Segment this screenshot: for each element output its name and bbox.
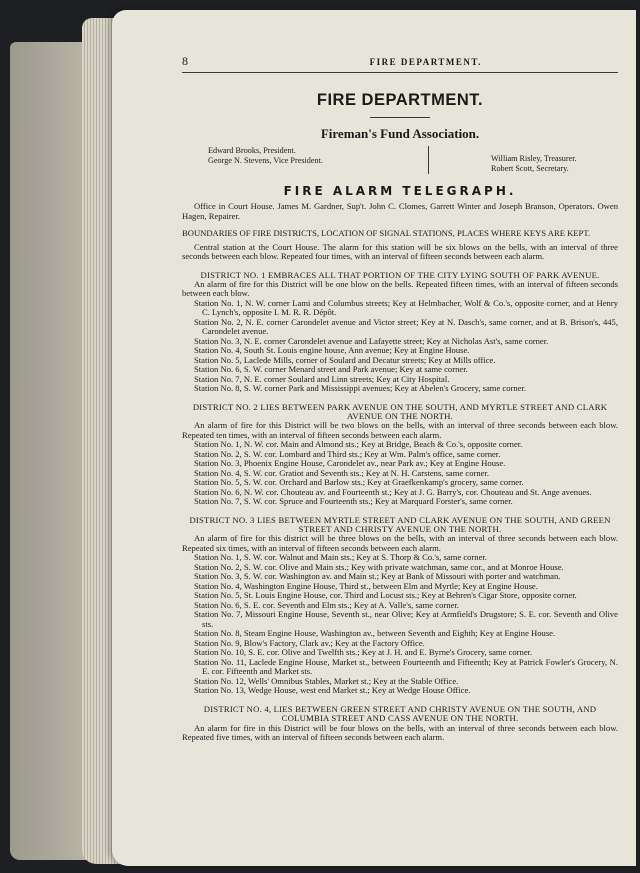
- station-entry: Station No. 12, Wells' Omnibus Stables, Market st.; Key at the Stable Office.: [194, 675, 459, 686]
- station-entry: Station No. 6, N. W. cor. Chouteau av. and Fourteenth st.; Key at J. G. Barry's, cor. Chouteau and St. Ange avenues.: [194, 486, 592, 497]
- district-heading: DISTRICT NO. 4, LIES BETWEEN GREEN STREET AND CHRISTY AVENUE ON THE SOUTH, AND COLUMBIA STREET AND CASS AVENUE ON THE NORTH.: [203, 703, 597, 724]
- district-section: [182, 271, 618, 394]
- station-entry: Station No. 3, N. E. corner Carondelet avenue and Lafayette street; Key at Nicholas Ast's, same corner.: [194, 335, 549, 346]
- station-entry: Station No. 2, S. W. cor. Olive and Main sts.; Key with private watchman, same cor., and at Monroe House.: [194, 561, 564, 572]
- title-divider: [370, 117, 430, 118]
- station-entry: Station No. 10, S. E. cor. Olive and Twelfth sts.; Key at J. H. and E. Byrne's Grocery, same corner.: [194, 647, 533, 658]
- district-intro: An alarm of fire for this district will be three blows on the bells, with an interval of three seconds between each blow. Repeated six times, with an interval of fifteen seconds between each alarm.: [182, 533, 618, 553]
- station-entry: Station No. 5, Laclede Mills, corner of Soulard and Decatur streets; Key at Mills office.: [194, 354, 496, 365]
- district-intro: An alarm of fire for this District will be two blows on the bells, with an interval of three seconds between each blow. Repeated ten times, with an interval of fifteen seconds between each alarm.: [182, 420, 618, 440]
- station-entry: Station No. 5, St. Louis Engine House, cor. Third and Locust sts.; Key at Behren's Cigar Store, opposite corner.: [194, 590, 577, 601]
- running-header: [182, 54, 618, 73]
- district-section: [182, 516, 618, 696]
- district-heading: DISTRICT NO. 2 LIES BETWEEN PARK AVENUE ON THE SOUTH, AND MYRTLE STREET AND CLARK AVENUE ON THE NORTH.: [192, 401, 608, 422]
- district-intro: An alarm for fire in this District will be four blows on the bells, with an interval of three seconds between each blow. Repeated five times, with an interval of fifteen seconds between each alarm.: [182, 722, 618, 743]
- officer-secretary: Robert Scott, Secretary.: [491, 164, 569, 173]
- officer-treasurer: William Risley, Treasurer.: [491, 154, 577, 163]
- station-entry: Station No. 11, Laclede Engine House, Market st., between Fourteenth and Fifteenth; Key at Patrick Fowler's Grocery, N. E. cor. Fifteenth and Market sts.: [194, 656, 618, 677]
- station-entry: Station No. 7, Missouri Engine House, Seventh st., near Olive; Key at Armfield's Drugstore; S. E. cor. Seventh and Olive sts.: [194, 609, 618, 629]
- station-entry: Station No. 4, S. W. cor. Gratiot and Seventh sts.; Key at N. H. Carstens, same corner.: [194, 467, 490, 478]
- district-heading: DISTRICT NO. 1 EMBRACES ALL THAT PORTION OF THE CITY LYING SOUTH OF PARK AVENUE.: [200, 269, 600, 280]
- station-entry: Station No. 9, Blow's Factory, Clark av.; Key at the Factory Office.: [194, 637, 425, 648]
- station-entry: Station No. 3, Phoenix Engine House, Carondelet av., near Park av.; Key at Engine House.: [194, 458, 506, 469]
- station-entry: Station No. 4, Washington Engine House, Third st., between Elm and Myrtle; Key at Engine House.: [194, 580, 538, 591]
- station-entry: Station No. 6, S. E. cor. Seventh and Elm sts.; Key at A. Valle's, same corner.: [194, 599, 459, 610]
- station-entry: Station No. 8, S. W. corner Park and Mississippi avenues; Key at Abelen's Grocery, same corner.: [194, 383, 527, 394]
- book-page: [112, 10, 636, 866]
- boundaries-heading: BOUNDARIES OF FIRE DISTRICTS, LOCATION OF SIGNAL STATIONS, PLACES WHERE KEYS ARE KEPT.: [182, 228, 591, 238]
- station-entry: Station No. 7, N. E. corner Soulard and Linn streets; Key at City Hospital.: [194, 373, 450, 384]
- association-title: Fireman's Fund Association.: [320, 126, 480, 141]
- station-entry: Station No. 1, N. W. cor. Main and Almond sts.; Key at Bridge, Beach & Co.'s, opposite corner.: [194, 439, 523, 450]
- station-entry: Station No. 7, S. W. cor. Spruce and Fourteenth sts.; Key at Marquard Forster's, same corner.: [194, 496, 513, 507]
- station-entry: Station No. 1, N. W. corner Lami and Columbus streets; Key at Helmbacher, Wolf & Co.'s, opposite corner, and at Henry C. Lynch's, opposite I. M. R. R. Dépôt.: [194, 297, 618, 318]
- association-officers: [182, 146, 618, 174]
- district-heading: DISTRICT NO. 3 LIES BETWEEN MYRTLE STREET AND CLARK AVENUE ON THE SOUTH, AND GREEN STREET AND CHRISTY AVENUE ON THE NORTH.: [189, 514, 611, 535]
- central-station: Central station at the Court House. The alarm for this station will be six blows on the bells, with an interval of three seconds between each blow. Repeated four times, with an interval of fifteen seconds between each alarm.: [182, 241, 618, 261]
- page-number: 8: [182, 54, 188, 68]
- officer-president: Edward Brooks, President.: [208, 146, 296, 155]
- page-title: FIRE DEPARTMENT.: [316, 91, 484, 109]
- station-entry: Station No. 2, S. W. cor. Lombard and Third sts.; Key at Wm. Palm's office, same corner.: [194, 448, 501, 459]
- station-entry: Station No. 3, S. W. cor. Washington av. and Main st.; Key at Bank of Missouri with porter and watchman.: [194, 571, 561, 582]
- district-intro: An alarm of fire for this District will be one blow on the bells. Repeated fifteen times, with an interval of fifteen seconds between each blow.: [182, 278, 618, 299]
- station-entry: Station No. 8, Steam Engine House, Washington av., between Seventh and Eighth; Key at Engine House.: [194, 628, 556, 639]
- officer-vice-president: George N. Stevens, Vice President.: [208, 156, 323, 165]
- district-section: [182, 403, 618, 507]
- station-entry: Station No. 6, S. W. corner Menard street and Park avenue; Key at same corner.: [194, 364, 468, 375]
- officers-right: [428, 146, 618, 174]
- telegraph-title: FIRE ALARM TELEGRAPH.: [283, 184, 517, 198]
- station-entry: Station No. 2, N. E. corner Carondelet avenue and Victor street; Key at N. Dasch's, same corner, and at B. Brison's, 445, Carondelet avenue.: [194, 316, 618, 337]
- station-entry: Station No. 13, Wedge House, west end Market st.; Key at Wedge House Office.: [194, 685, 471, 696]
- station-entry: Station No. 4, South St. Louis engine house, Ann avenue; Key at Engine House.: [194, 345, 470, 356]
- page-content: [182, 54, 618, 743]
- station-entry: Station No. 1, S. W. cor. Walnut and Main sts.; Key at S. Thorp & Co.'s, same corner.: [194, 552, 487, 563]
- running-head-title: FIRE DEPARTMENT.: [369, 57, 482, 67]
- telegraph-office: Office in Court House. James M. Gardner, Sup't. John C. Clomes, Garrett Winter and Joseph Branson, Operators. Owen Hagen, Repairer.: [182, 201, 618, 221]
- district-section: [182, 705, 618, 743]
- station-entry: Station No. 5, S. W. cor. Orchard and Barlow sts.; Key at Graefkenkamp's grocery, same corner.: [194, 477, 524, 488]
- officers-left: [182, 146, 428, 174]
